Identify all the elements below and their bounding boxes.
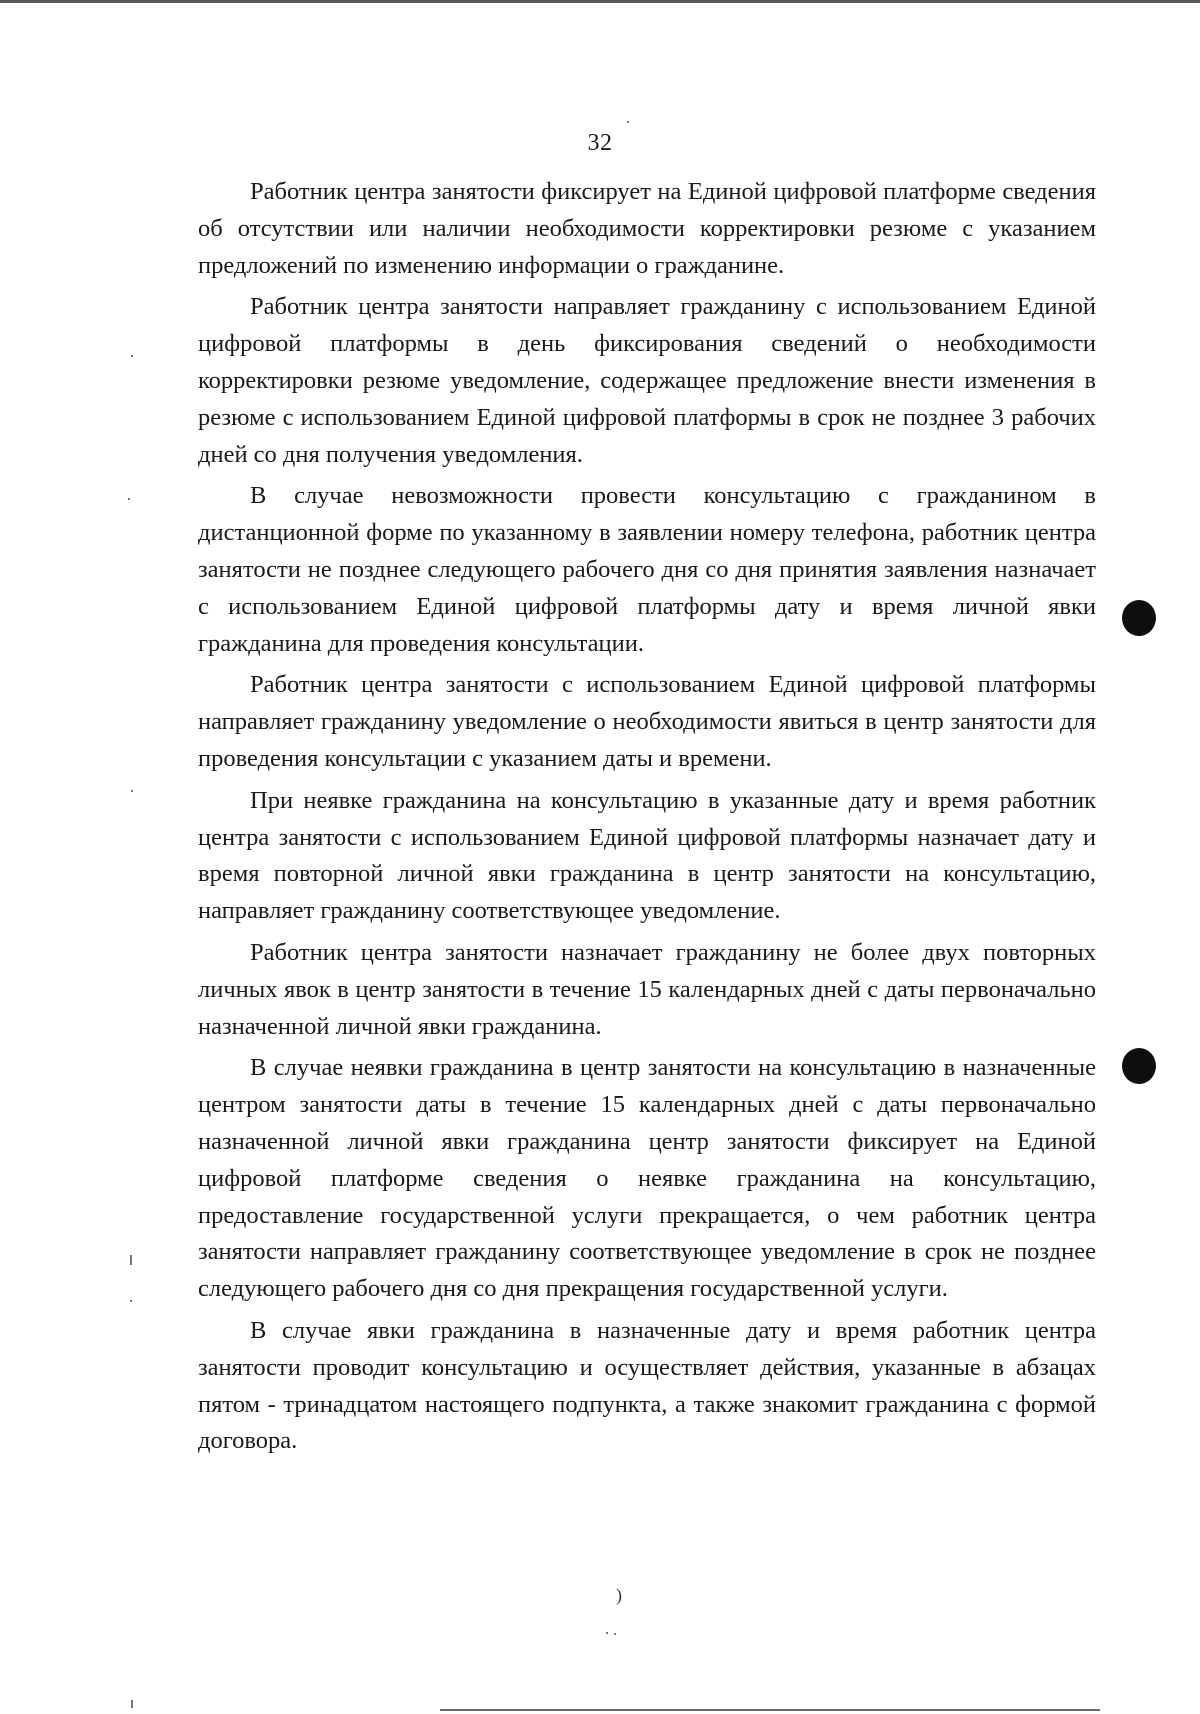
punch-hole-lower bbox=[1122, 1048, 1156, 1084]
scan-top-border bbox=[0, 0, 1200, 3]
scan-mark: ) bbox=[616, 1585, 622, 1605]
punch-hole-upper bbox=[1122, 600, 1156, 636]
scan-bottom-border bbox=[440, 1709, 1100, 1711]
paragraph-resume-correction-notice: Работник центра занятости направляет гражданину с использованием Единой цифровой платформы в день фиксирования сведений о необходимости корректировки резюме уведомление, содержащее предложение внести изменения в резюме с использованием Единой цифровой платформы в срок не позднее 3 рабочих дней со дня получения уведомления. bbox=[198, 293, 1096, 468]
paragraph-no-show-reschedule: При неявке гражданина на консультацию в указанные дату и время работник центра занятости с использованием Единой цифровой платформы назначает дату и время повторной личной явки гражданина в центр занятости на консультацию, направляет гражданину соответствующее уведомление. bbox=[198, 786, 1096, 925]
scan-speck bbox=[627, 121, 629, 123]
scan-speck bbox=[130, 1255, 132, 1265]
scan-speck bbox=[606, 1632, 608, 1634]
paragraph-appearance-notice: Работник центра занятости с использованием Единой цифровой платформы направляет гражданину уведомление о необходимости явиться в центр занятости для проведения консультации с указанием даты и времени. bbox=[198, 671, 1096, 772]
paragraph-repeat-appearances-limit: Работник центра занятости назначает гражданину не более двух повторных личных явок в центр занятости в течение 15 календарных дней с даты первоначально назначенной личной явки гражданина. bbox=[198, 938, 1096, 1040]
scan-speck bbox=[128, 498, 130, 500]
paragraph-remote-consultation-failure: В случае невозможности провести консультацию с гражданином в дистанционной форме по указанному в заявлении номеру телефона, работник центра занятости не позднее следующего рабочего дня со дня принятия заявления назначает с использованием Единой цифровой платформы дату и время личной явки гражданина для проведения консультации. bbox=[198, 482, 1096, 657]
scan-speck bbox=[614, 1633, 616, 1635]
document-body bbox=[198, 174, 1096, 1465]
scan-speck bbox=[130, 1300, 132, 1302]
scan-speck bbox=[131, 355, 133, 357]
scan-speck bbox=[131, 790, 133, 792]
page-number: 32 bbox=[587, 130, 613, 156]
paragraph-service-termination: В случае неявки гражданина в центр занятости на консультацию в назначенные центром занятости даты в течение 15 календарных дней с даты первоначально назначенной личной явки гражданина центр занятости фиксирует на Единой цифровой платформе сведения о неявке гражданина на консультацию, предоставление государственной услуги прекращается, о чем работник центра занятости направляет гражданину соответствующее уведомление в срок не позднее следующего рабочего дня со дня прекращения государственной услуги. bbox=[198, 1054, 1096, 1303]
paragraph-resume-check: Работник центра занятости фиксирует на Единой цифровой платформе сведения об отсутствии или наличии необходимости корректировки резюме с указанием предложений по изменению информации о гражданине. bbox=[198, 178, 1096, 279]
paragraph-consultation-actions: В случае явки гражданина в назначенные дату и время работник центра занятости проводит консультацию и осуществляет действия, указанные в абзацах пятом - тринадцатом настоящего подпункта, а также знакомит гражданина с формой договора. bbox=[198, 1316, 1096, 1455]
scan-speck bbox=[131, 1700, 133, 1708]
